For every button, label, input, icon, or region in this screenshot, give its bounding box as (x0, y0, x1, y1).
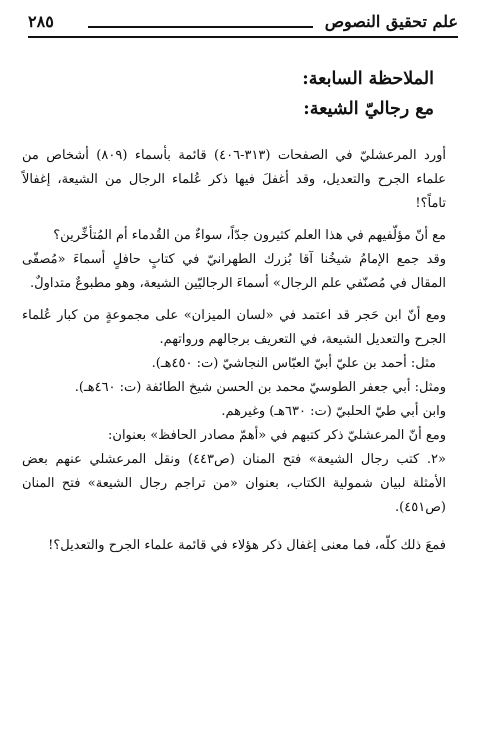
running-title: علم تحقيق النصوص (324, 12, 458, 31)
paragraph: أورد المرعشليّ في الصفحات (٣١٣-٤٠٦) قائمة بأسماء (٨٠٩) أشخاص من علماء الجرح والتعديل، وقد أغفلَ فيها ذكر عُلماء الرجال من الشيعة، إغفالاً تاماً؟! (22, 148, 446, 211)
section-heading: الملاحظة السابعة: (302, 69, 434, 89)
paragraph: وابن أبي طيّ الحلبيّ (ت: ٦٣٠هـ) وغيرهم. (221, 404, 446, 419)
page-number: ٢٨٥ (28, 12, 54, 31)
header-rule (88, 26, 313, 28)
section-headings (28, 64, 434, 124)
paragraph: وقد جمع الإمامُ شيخُنا آقا بُزرك الطهرانيّ في كتابٍ حافلٍ أسماءَ «مُصفّى المقال في مُصنّفي علم الرجال» أسماءَ الرجاليّين الشيعة، وهو مطبوعٌ متداولٌ. (22, 252, 446, 291)
paragraph: مع أنّ مؤلّفيهم في هذا العلم كثيرون جدّاً، سواءٌ من القُدماء أم المُتأخِّرين؟ (53, 228, 446, 243)
body-text (22, 144, 458, 558)
section-subheading: مع رجاليّ الشيعة: (303, 99, 434, 119)
page-header (28, 10, 458, 38)
paragraph: ومع أنّ ابن حَجر قد اعتمد في «لسان الميزان» على مجموعةٍ من كبار عُلماء الجرح والتعديل الشيعة، في التعريف برجالهم ورواتهم. (22, 308, 446, 347)
paragraph: ومثل: أبي جعفر الطوسيّ محمد بن الحسن شيخ الطائفة (ت: ٤٦٠هـ). (74, 380, 446, 395)
paragraph: مثل: أحمد بن عليّ أبيّ العبّاس النجاشيّ (ت: ٤٥٠هـ). (151, 356, 436, 371)
paragraph: «٢. كتب رجال الشيعة» فتح المنان (ص٤٤٣) ونقل المرعشلي عنهم بعض الأمثلة لبيان شمولية الكتاب، بعنوان «من تراجم رجال الشيعة» فتح المنان (ص٤٥١). (22, 452, 446, 515)
paragraph: فمعَ ذلك كلّه، فما معنى إغفال ذكر هؤلاء في قائمة علماء الجرح والتعديل؟! (48, 538, 446, 553)
paragraph: ومع أنّ المرعشليّ ذكر كتبهم في «أهمّ مصادر الحافظ» بعنوان: (108, 428, 446, 443)
